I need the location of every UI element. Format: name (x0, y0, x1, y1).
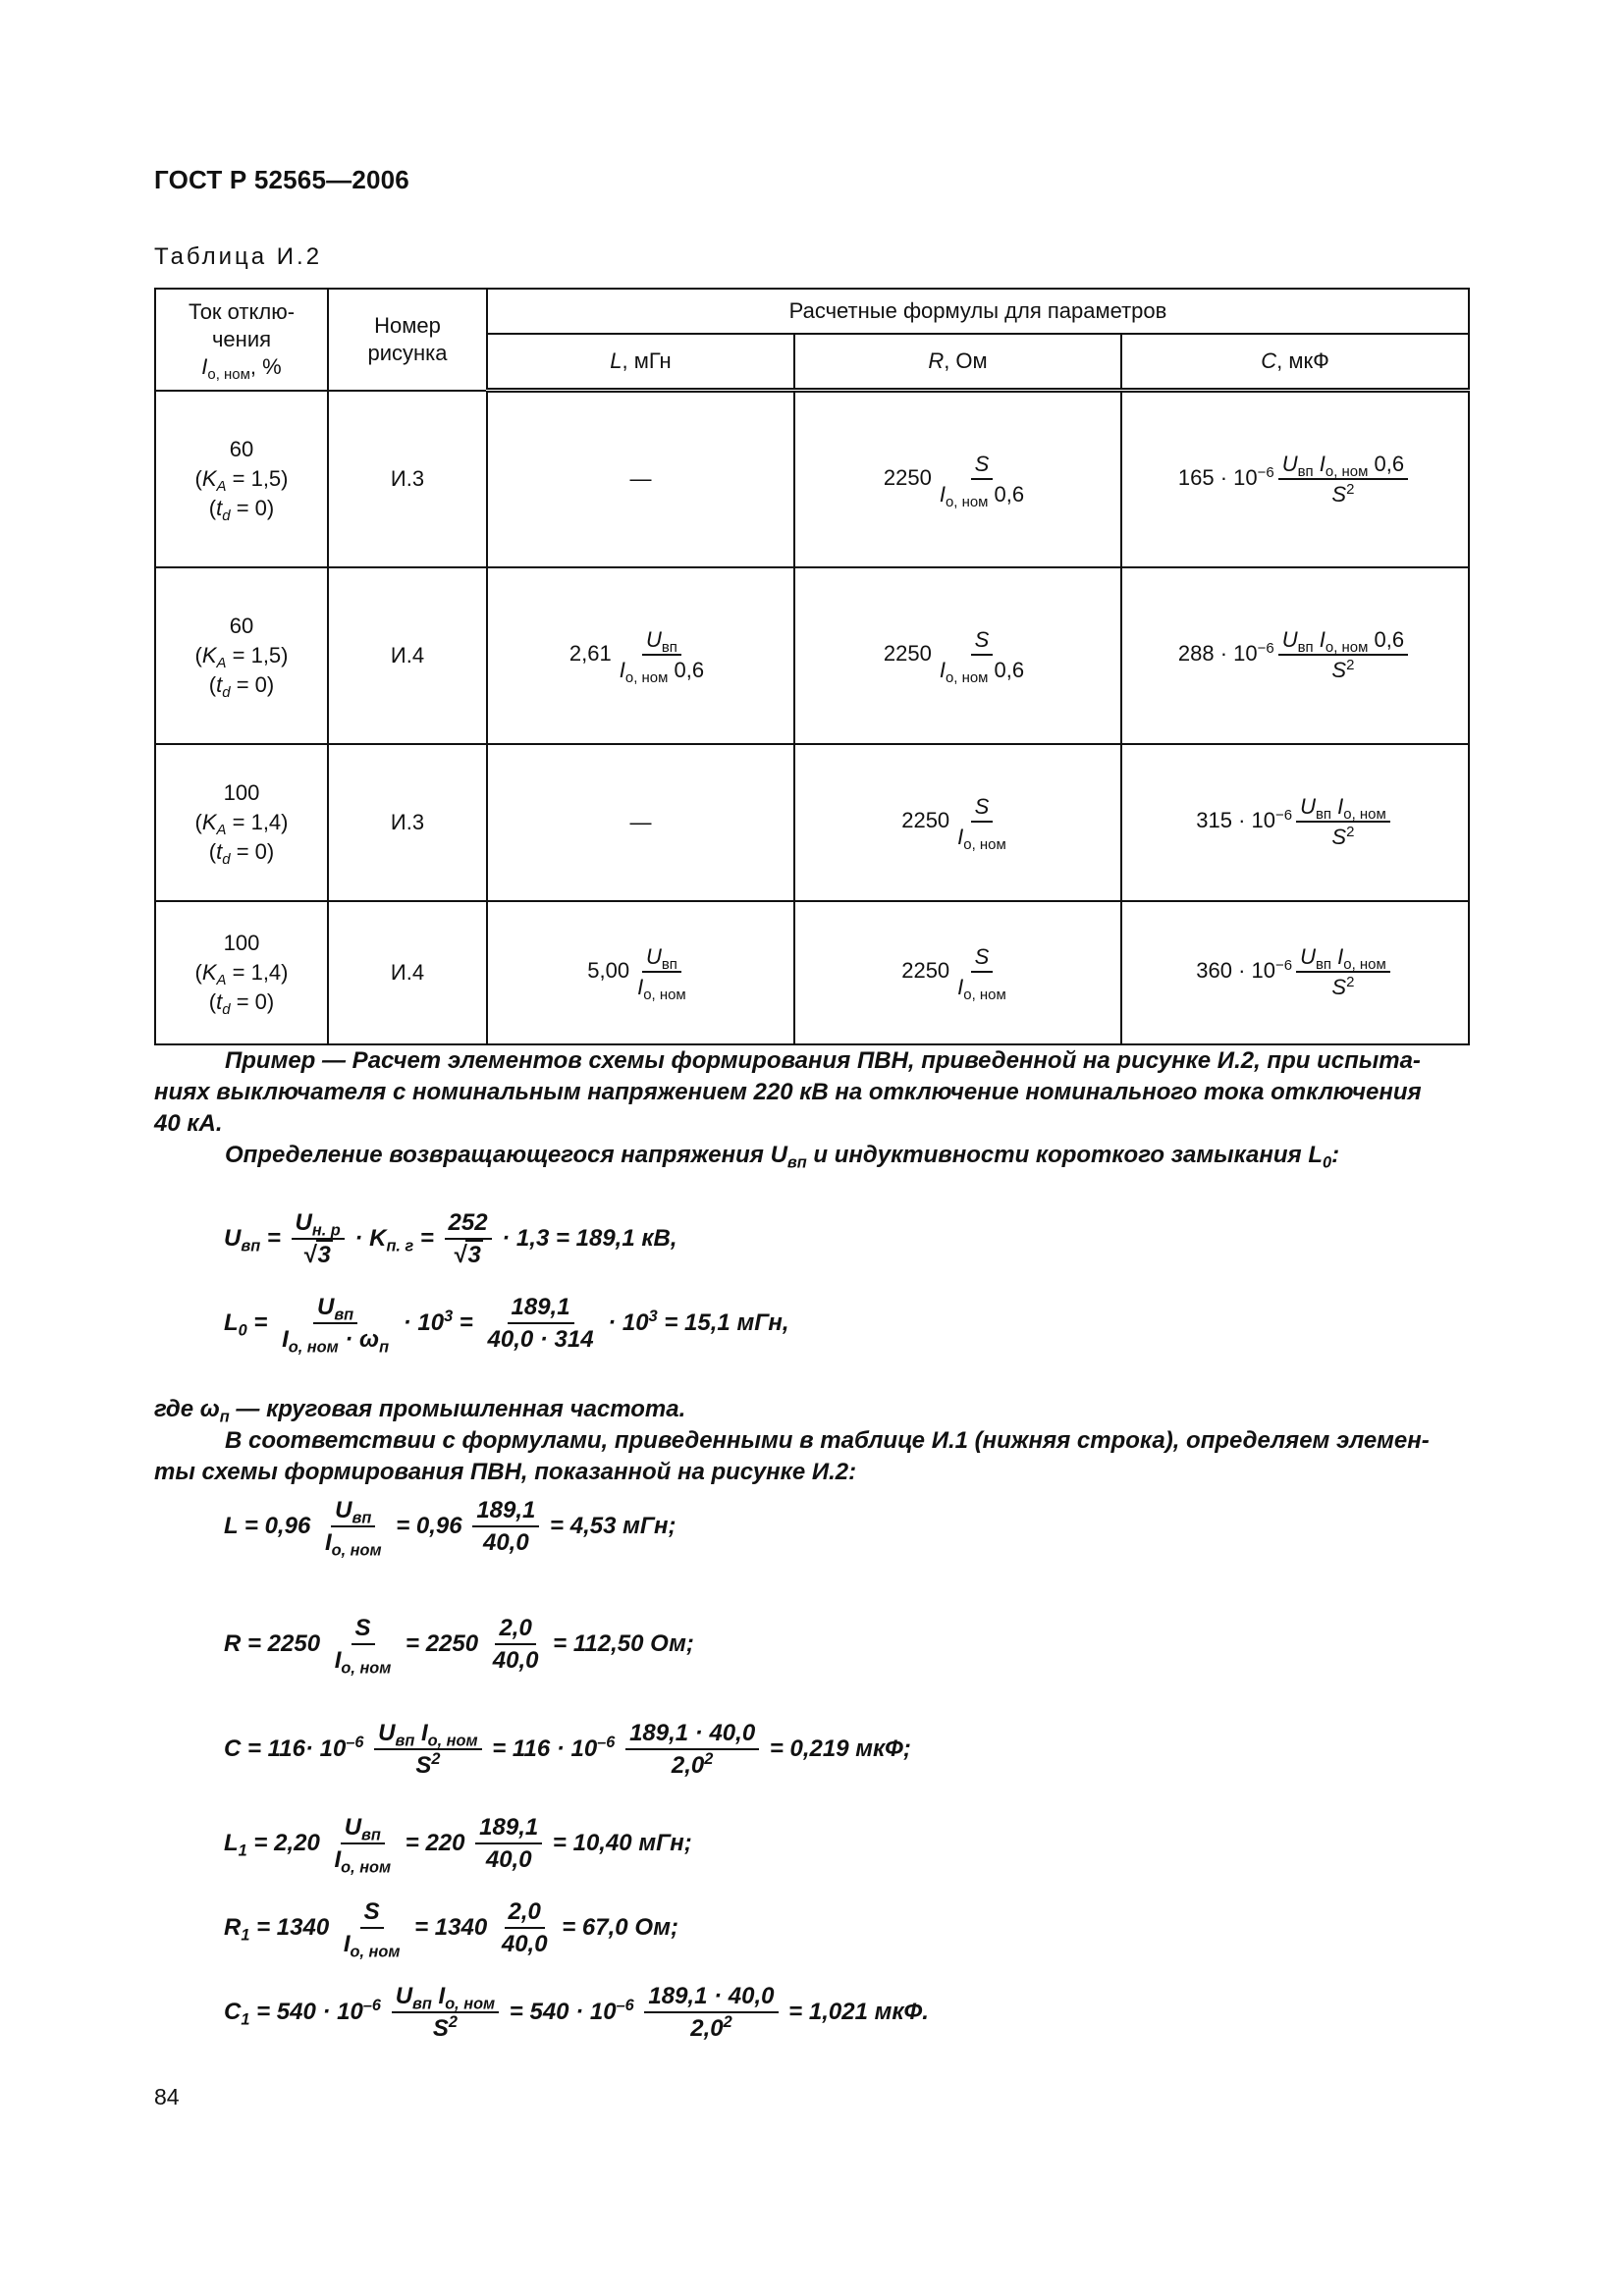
cell-l-formula: — (487, 391, 794, 567)
table-row (155, 744, 1469, 901)
cell-current: 60 $(K_A = 1,5)$ $(t_d = 0)$ (155, 391, 328, 567)
cell-c-formula: $165 \cdot 10^{-6}$ $\frac{U_{вп} I_{о, ном} 0,6}{S^2}$ (1121, 391, 1469, 567)
cell-current: 100 $(K_A = 1,4)$ $(t_d = 0)$ (155, 901, 328, 1044)
table-row (155, 901, 1469, 1044)
table-row (155, 391, 1469, 567)
cell-figure: И.4 (328, 567, 487, 744)
table-row (155, 567, 1469, 744)
where-paragraph: где $\omega_п$ — круговая промышленная частота. В соответствии с формулами, приведенными в таблице И.1 (нижняя строка), определяем элемен- ты схемы формирования ПВН, показанной на рисунке И.2: (154, 1396, 1430, 1485)
cell-figure: И.4 (328, 901, 487, 1044)
cell-r-formula: 2250 $\frac{S}{I_{о, ном}}$ (794, 901, 1121, 1044)
header-current: Ток отклю- чения $I_{о, ном}$, % (155, 289, 328, 391)
equation-l1: $L_1 = 2,20$ $\frac{U_{вп}}{I_{о, ном}}$ = 220 $\frac{189,1}{40,0}$ = 10,40 мГн; (224, 1814, 692, 1877)
cell-current: 100 $(K_A = 1,4)$ $(t_d = 0)$ (155, 744, 328, 901)
equation-r1: $R_1 = 1340$ $\frac{S}{I_{о, ном}}$ = 1340 $\frac{2,0}{40,0}$ = 67,0 Ом; (224, 1898, 679, 1961)
equation-l: L = 0,96 $\frac{U_{вп}}{I_{о, ном}}$ = 0,96 $\frac{189,1}{40,0}$ = 4,53 мГн; (224, 1497, 676, 1560)
table-caption: Таблица И.2 (154, 243, 323, 270)
example-paragraph: Пример — Расчет элементов схемы формирования ПВН, приведенной на рисунке И.2, при испыта- ниях выключателя с номинальным напряжением 220 кВ на отключение номинального тока отключения 40 кА. Определение возвращающегося напряжения $U_{вп}$ и индуктивности короткого замыкания $L_0$: (154, 1047, 1422, 1172)
cell-l-formula: 2,61 $\frac{U_{вп}}{I_{о, ном} 0,6}$ (487, 567, 794, 744)
cell-r-formula: 2250 $\frac{S}{I_{о, ном} 0,6}$ (794, 567, 1121, 744)
cell-figure: И.3 (328, 744, 487, 901)
cell-c-formula: $288 \cdot 10^{-6}$ $\frac{U_{вп} I_{о, ном} 0,6}{S^2}$ (1121, 567, 1469, 744)
equation-c: $C = 116\cdot 10^{-6}$ $\frac{U_{вп} I_{о, ном}}{S^2}$ = $116 \cdot 10^{-6}$ $\frac{189,1 \cdot 40,0}{2,0^2}$ = 0,219 мкФ; (224, 1720, 911, 1779)
equation-r: R = 2250 $\frac{S}{I_{о, ном}}$ = 2250 $\frac{2,0}{40,0}$ = 112,50 Ом; (224, 1615, 694, 1678)
cell-l-formula: — (487, 744, 794, 901)
cell-current: 60 $(K_A = 1,5)$ $(t_d = 0)$ (155, 567, 328, 744)
cell-figure: И.3 (328, 391, 487, 567)
cell-r-formula: 2250 $\frac{S}{I_{о, ном}}$ (794, 744, 1121, 901)
cell-l-formula: 5,00 $\frac{U_{вп}}{I_{о, ном}}$ (487, 901, 794, 1044)
cell-c-formula: $315 \cdot 10^{-6}$ $\frac{U_{вп} I_{о, ном}}{S^2}$ (1121, 744, 1469, 901)
header-r: R, Ом (794, 334, 1121, 391)
cell-c-formula: $360 \cdot 10^{-6}$ $\frac{U_{вп} I_{о, ном}}{S^2}$ (1121, 901, 1469, 1044)
equation-u-vp: $U_{вп}$ = $\frac{U_{н. р}}{√3}$ · $K_{п. г}$ = $\frac{252}{√3}$ · 1,3 = 189,1 кВ, (224, 1209, 677, 1268)
page-number: 84 (154, 2084, 180, 2109)
document-title: ГОСТ Р 52565—2006 (154, 165, 409, 194)
equation-c1: $C_1 = 540 \cdot 10^{-6}$ $\frac{U_{вп} I_{о, ном}}{S^2}$ = $540 \cdot 10^{-6}$ $\frac{189,1 \cdot 40,0}{2,0^2}$ = 1,021 мкФ. (224, 1983, 929, 2042)
header-figure-number: Номер рисунка (328, 289, 487, 391)
header-formulas-group: Расчетные формулы для параметров (487, 289, 1469, 334)
equation-l0: $L_0$ = $\frac{U_{вп}}{I_{о, ном} \cdot \omega_п}$ · $10^3$ = $\frac{189,1}{40,0 \cdot 314}$ · $10^3 = 15,1$ мГн, (224, 1294, 789, 1357)
header-l: L, мГн (487, 334, 794, 391)
parameters-table (154, 288, 1470, 1045)
cell-r-formula: 2250 $\frac{S}{I_{о, ном} 0,6}$ (794, 391, 1121, 567)
header-c: C, мкФ (1121, 334, 1469, 391)
